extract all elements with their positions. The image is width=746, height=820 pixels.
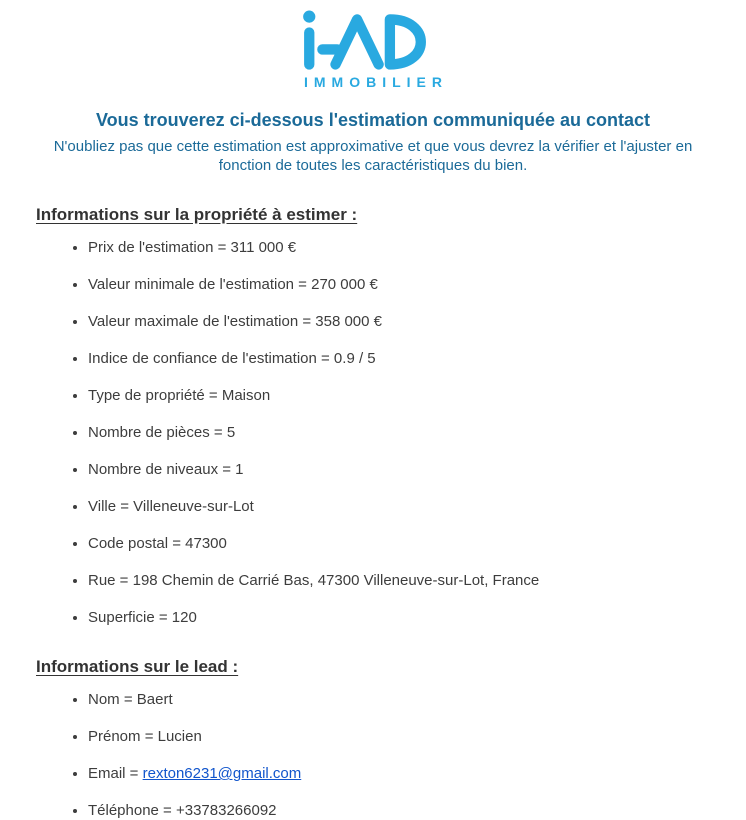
list-item	[88, 802, 710, 820]
list-item-text: Nombre de pièces = 5	[88, 424, 236, 441]
section-lead-info	[36, 657, 710, 820]
email-link[interactable]: rexton6231@gmail.com	[142, 765, 302, 782]
section-heading-lead: Informations sur le lead :	[36, 657, 239, 676]
list-item-text: Code postal = 47300	[88, 535, 227, 552]
iad-logo	[36, 10, 710, 90]
list-item-text: Email =	[88, 765, 143, 782]
iad-logo-subtext: IMMOBILIER	[304, 74, 448, 90]
lead-info-list	[36, 691, 710, 820]
list-item-text: Nom = Baert	[88, 691, 173, 708]
page-subtitle: N'oubliez pas que cette estimation est approximative et que vous devrez la vérifier et l'ajuster en fonction de toutes les caractéristiques du bien.	[53, 138, 693, 174]
iad-logo-icon	[298, 10, 448, 72]
list-item-text: Rue = 198 Chemin de Carrié Bas, 47300 Villeneuve-sur-Lot, France	[88, 572, 540, 589]
list-item-text: Superficie = 120	[88, 609, 197, 626]
list-item-text: Valeur minimale de l'estimation = 270 000 €	[88, 276, 378, 293]
section-heading-property: Informations sur la propriété à estimer :	[36, 205, 358, 224]
list-item	[88, 276, 710, 294]
section-property-info	[36, 205, 710, 627]
list-item-text: Prix de l'estimation = 311 000 €	[88, 239, 297, 256]
list-item-text: Valeur maximale de l'estimation = 358 000 €	[88, 313, 383, 330]
list-item-text: Prénom = Lucien	[88, 728, 202, 745]
list-item	[88, 350, 710, 368]
list-item	[88, 498, 710, 516]
list-item	[88, 609, 710, 627]
list-item	[88, 728, 710, 746]
list-item	[88, 765, 710, 783]
property-info-list	[36, 239, 710, 627]
list-item-text: Type de propriété = Maison	[88, 387, 271, 404]
list-item-text: Nombre de niveaux = 1	[88, 461, 244, 478]
page-title: Vous trouverez ci-dessous l'estimation communiquée au contact	[95, 110, 651, 130]
list-item-text: Ville = Villeneuve-sur-Lot	[88, 498, 254, 515]
list-item-text: Indice de confiance de l'estimation = 0.9 / 5	[88, 350, 376, 367]
list-item	[88, 572, 710, 590]
list-item-text: Téléphone = +33783266092	[88, 802, 277, 819]
list-item	[88, 313, 710, 331]
list-item	[88, 535, 710, 553]
list-item	[88, 691, 710, 709]
list-item	[88, 239, 710, 257]
list-item	[88, 461, 710, 479]
list-item	[88, 424, 710, 442]
list-item	[88, 387, 710, 405]
